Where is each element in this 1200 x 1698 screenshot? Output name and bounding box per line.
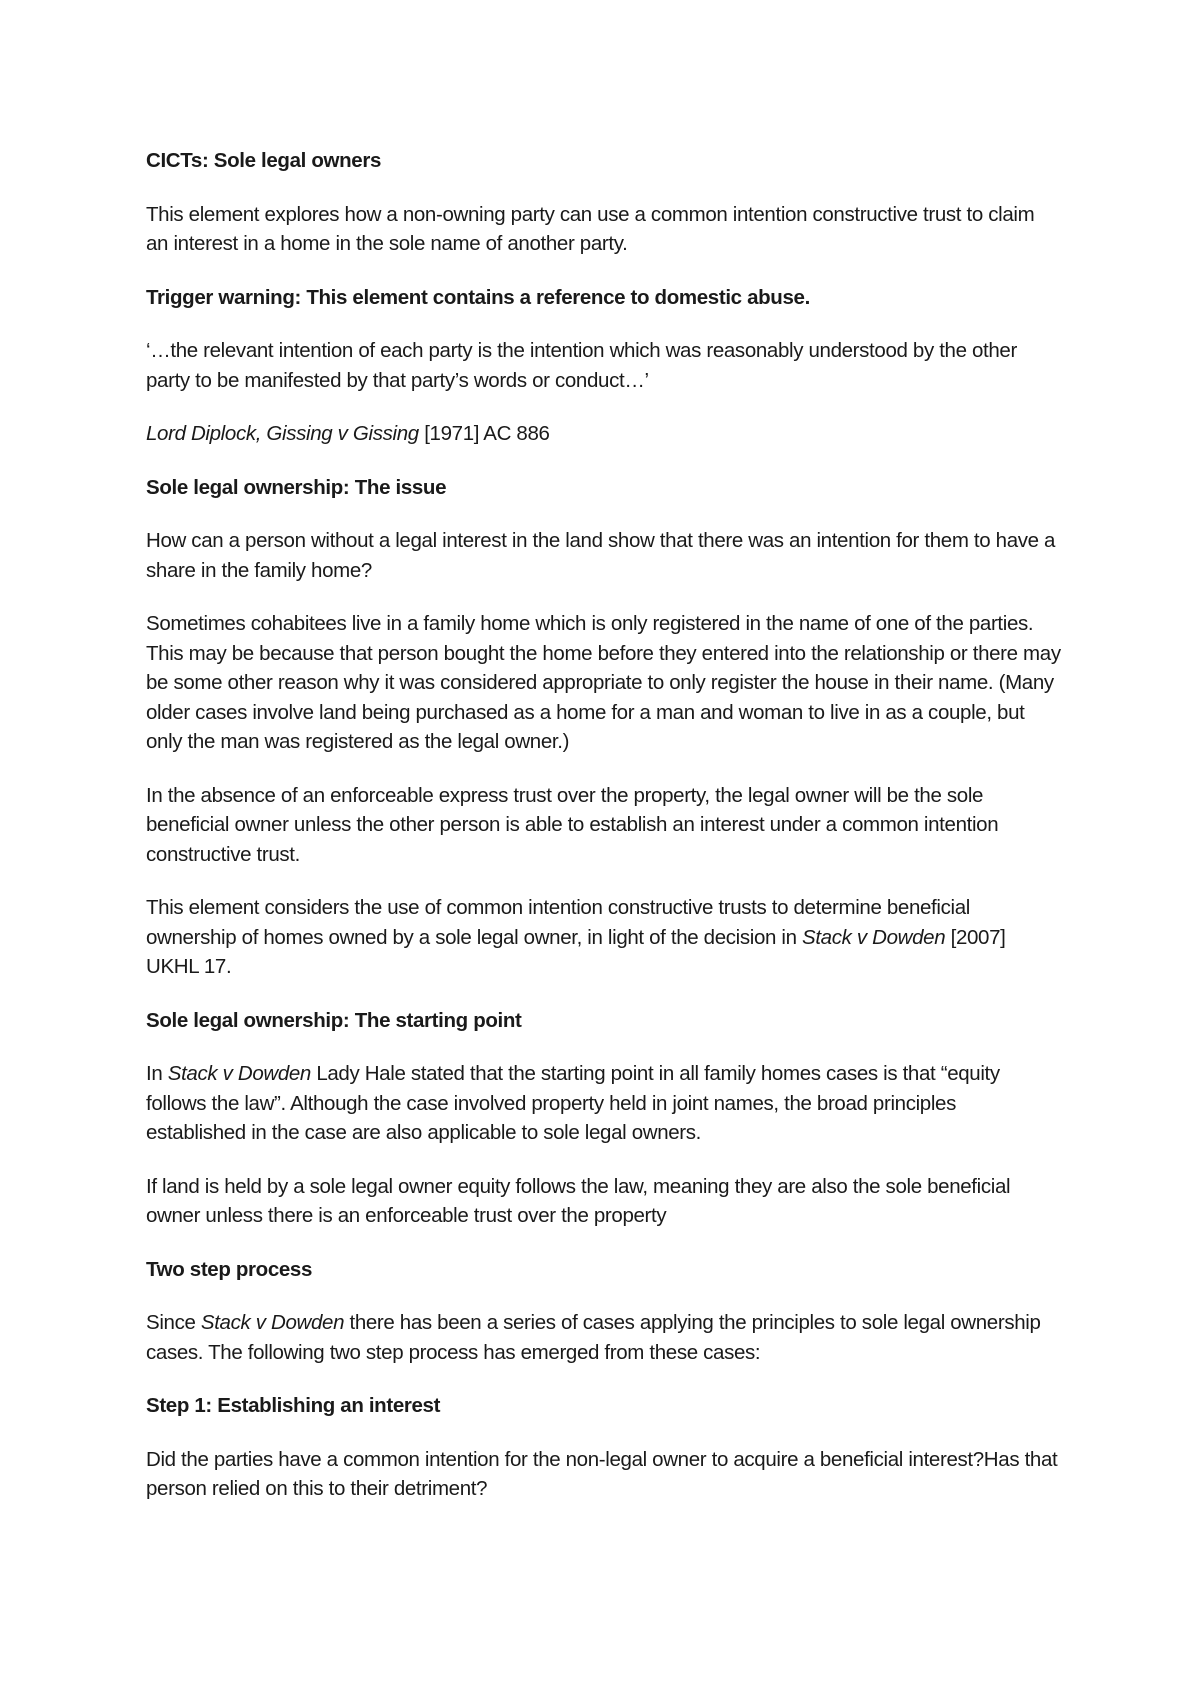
issue-paragraph-2: Sometimes cohabitees live in a family home which is only registered in the name of one of the parties. This may be because that person bought the home before they entered into the relationship or there may be some other reason why it was considered appropriate to only register the house in their name. (Many older cases involve land being purchased as a home for a man and woman to live in as a couple, but only the man was registered as the legal owner.) bbox=[146, 612, 1061, 753]
two-step-paragraph-1-prefix: Since bbox=[146, 1311, 201, 1334]
quote-attribution bbox=[146, 419, 1061, 449]
issue-paragraph-4-text: This element considers the use of common intention constructive trusts to determine beneficial ownership of homes owned by a sole legal owner, in light of the decision in bbox=[146, 896, 970, 949]
section-heading-starting-point: Sole legal ownership: The starting point bbox=[146, 1008, 522, 1032]
case-name-stack-v-dowden: Stack v Dowden bbox=[802, 925, 946, 949]
step-1-paragraph-1: Did the parties have a common intention for the non-legal owner to acquire a beneficial interest?Has that person relied on this to their detriment? bbox=[146, 1447, 1058, 1500]
document-title: CICTs: Sole legal owners bbox=[146, 149, 381, 172]
case-name-stack-v-dowden: Stack v Dowden bbox=[200, 1311, 345, 1334]
starting-point-paragraph-1-text: Lady Hale stated that the starting point in all family homes cases is that “equity follows the law”. Although the case involved property held in joint names, the broad principles established in the case are also applicable to sole legal owners. bbox=[146, 1062, 1000, 1144]
issue-paragraph-4 bbox=[146, 893, 1061, 982]
two-step-paragraph-1-text: there has been a series of cases applying the principles to sole legal ownership cases. The following two step process has emerged from these cases: bbox=[146, 1311, 1041, 1364]
section-heading-issue: Sole legal ownership: The issue bbox=[146, 475, 447, 499]
quote-attribution-citation: [1971] AC 886 bbox=[418, 422, 550, 445]
quote-attribution-author: Lord Diplock, Gissing v Gissing bbox=[146, 422, 419, 445]
starting-point-paragraph-1-prefix: In bbox=[146, 1062, 168, 1085]
issue-paragraph-4-citation: [2007] UKHL 17. bbox=[146, 925, 1006, 978]
section-heading-step-1: Step 1: Establishing an interest bbox=[146, 1394, 441, 1417]
two-step-paragraph-1 bbox=[146, 1308, 1061, 1367]
issue-paragraph-1: How can a person without a legal interest in the land show that there was an intention for them to have a share in the family home? bbox=[146, 529, 1056, 582]
quote-paragraph: ‘…the relevant intention of each party is the intention which was reasonably understood by the other party to be manifested by that party’s words or conduct…’ bbox=[146, 339, 1017, 392]
case-name-stack-v-dowden: Stack v Dowden bbox=[167, 1062, 311, 1085]
starting-point-paragraph-2: If land is held by a sole legal owner equity follows the law, meaning they are also the sole beneficial owner unless there is an enforceable trust over the property bbox=[146, 1174, 1011, 1227]
trigger-warning: Trigger warning: This element contains a reference to domestic abuse. bbox=[146, 285, 810, 309]
starting-point-paragraph-1 bbox=[146, 1059, 1061, 1148]
issue-paragraph-3: In the absence of an enforceable express trust over the property, the legal owner will be the sole beneficial owner unless the other person is able to establish an interest under a common intention constructive trust. bbox=[146, 783, 999, 866]
document-body bbox=[146, 146, 1061, 1528]
section-heading-two-step: Two step process bbox=[146, 1257, 313, 1281]
intro-paragraph: This element explores how a non-owning party can use a common intention constructive trust to claim an interest in a home in the sole name of another party. bbox=[146, 202, 1035, 255]
